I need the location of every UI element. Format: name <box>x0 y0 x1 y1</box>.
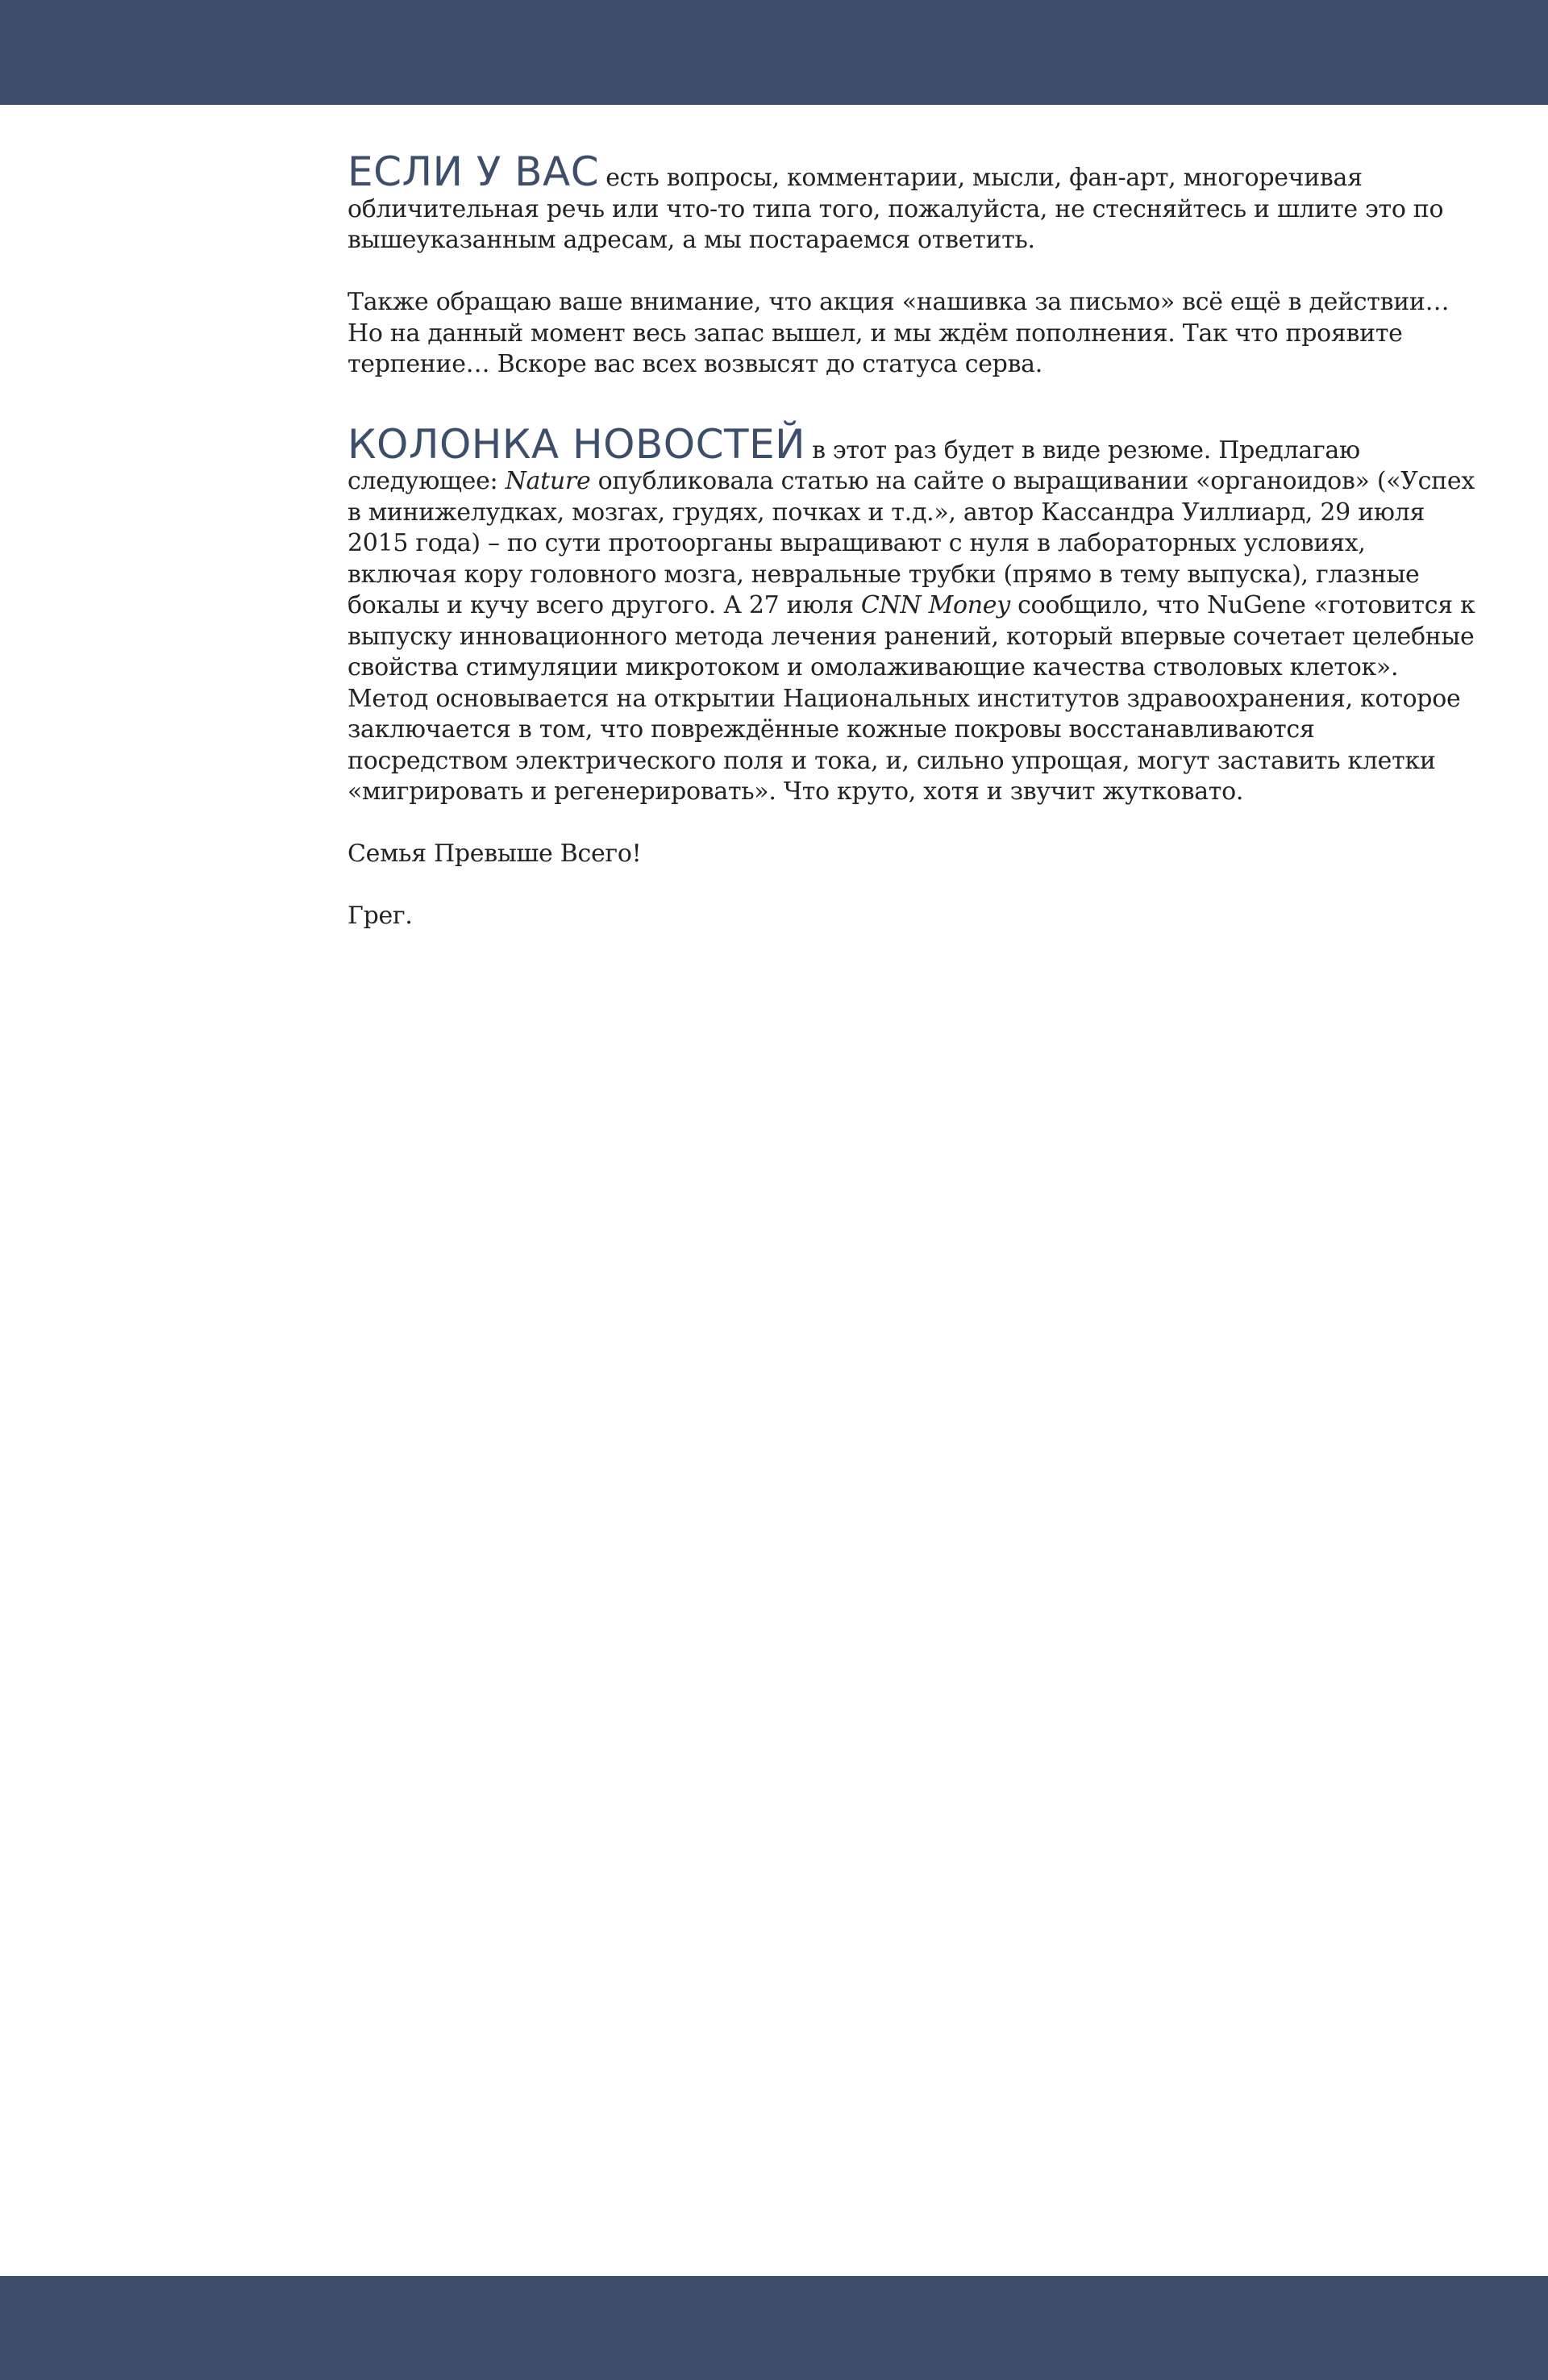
letters-heading: ЕСЛИ У ВАС <box>347 148 600 195</box>
letters-text: есть вопросы, комментарии, мысли, фан-арт, многоречивая обличительная речь или что-то типа того, пожалуйста, не стесняйтесь и шлите это по вышеуказанным адресам, а мы постараемся ответить. <box>347 164 1444 254</box>
news-paragraph <box>347 420 1476 808</box>
motto: Семья Превыше Всего! <box>347 840 642 868</box>
nature-title: Nature <box>505 467 591 495</box>
news-heading: КОЛОНКА НОВОСТЕЙ <box>347 420 806 468</box>
cnn-money-title: CNN Money <box>860 591 1010 619</box>
news-text-3: сообщило, что NuGene «готовится к выпуску инновационного метода лечения ранений, который впервые сочетает целебные свойства стимуляции микротоком и омолаживающие качества стволовых клеток». Метод основывается на открытии Национальных институтов здравоохранения, которое заключается в том, что повреждённые кожные покровы восстанавливаются посредством электрического поля и тока, и, сильно упрощая, могут заставить клетки «мигрировать и регенерировать». Что круто, хотя и звучит жутковато. <box>347 591 1475 806</box>
patch-paragraph: Также обращаю ваше внимание, что акция «нашивка за письмо» всё ещё в действии… Но на данный момент весь запас вышел, и мы ждём пополнения. Так что проявите терпение… Вскоре вас всех возвысят до статуса серва. <box>347 288 1450 378</box>
news-text-1: в этот раз будет в виде резюме. Предлагаю следующее: <box>347 436 1360 495</box>
top-banner <box>0 0 1548 105</box>
news-text-2: опубликовала статью на сайте о выращивании «органоидов» («Успех в минижелудках, мозгах, грудях, почках и т.д.», автор Кассандра Уиллиард, 29 июля 2015 года) – по сути протоорганы выращивают с нуля в лабораторных условиях, включая кору головного мозга, невральные трубки (прямо в тему выпуска), глазные бокалы и кучу всего другого. А 27 июля <box>347 467 1475 619</box>
signature: Грег. <box>347 902 413 930</box>
letters-paragraph <box>347 148 1476 256</box>
bottom-banner <box>0 2276 1548 2380</box>
article-body <box>347 148 1476 963</box>
